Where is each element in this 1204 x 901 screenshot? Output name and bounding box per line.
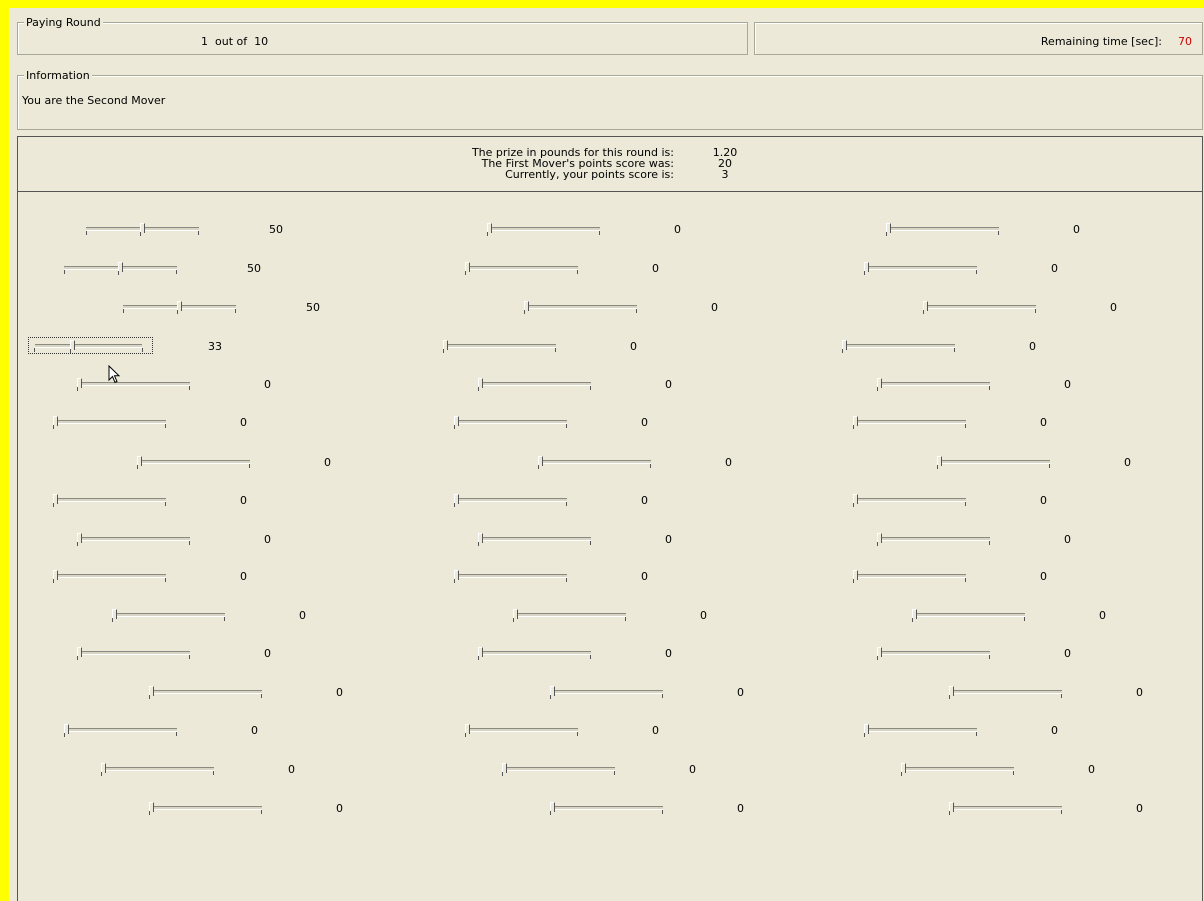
slider-thumb[interactable]	[140, 223, 145, 233]
slider-col3-row8[interactable]	[851, 494, 1091, 510]
slider-col2-row13[interactable]	[548, 686, 788, 702]
slider-thumb[interactable]	[177, 301, 182, 311]
slider-col1-row8[interactable]	[51, 494, 291, 510]
slider-col1-row2[interactable]	[62, 262, 302, 278]
slider-value: 0	[251, 724, 258, 737]
slider-col1-row3[interactable]	[121, 301, 361, 317]
slider-thumb[interactable]	[877, 533, 882, 543]
slider-thumb[interactable]	[53, 416, 58, 426]
slider-thumb[interactable]	[550, 802, 555, 812]
summary-divider	[18, 191, 1202, 192]
slider-thumb[interactable]	[949, 686, 954, 696]
slider-col3-row6[interactable]	[851, 416, 1091, 432]
slider-thumb[interactable]	[864, 724, 869, 734]
slider-col3-row1[interactable]	[884, 223, 1124, 239]
slider-thumb[interactable]	[478, 647, 483, 657]
slider-max-tick	[590, 655, 591, 659]
slider-col3-row4[interactable]	[840, 340, 1080, 356]
slider-max-tick	[599, 231, 600, 235]
slider-max-tick	[976, 732, 977, 736]
slider-value: 0	[336, 802, 343, 815]
slider-thumb[interactable]	[853, 494, 858, 504]
slider-max-tick	[625, 617, 626, 621]
slider-max-tick	[198, 231, 199, 235]
slider-thumb[interactable]	[901, 763, 906, 773]
round-out-of-label: out of	[215, 35, 248, 48]
slider-max-tick	[577, 270, 578, 274]
slider-value: 0	[1099, 609, 1106, 622]
slider-max-tick	[566, 502, 567, 506]
slider-thumb[interactable]	[487, 223, 492, 233]
slider-track[interactable]	[77, 382, 190, 386]
slider-col2-row5[interactable]	[476, 378, 716, 394]
slider-col2-row6[interactable]	[452, 416, 692, 432]
slider-track[interactable]	[465, 266, 578, 270]
slider-thumb[interactable]	[101, 763, 106, 773]
remaining-time-label: Remaining time [sec]:	[1040, 35, 1162, 48]
slider-col3-row15[interactable]	[899, 763, 1139, 779]
slider-value: 0	[665, 533, 672, 546]
slider-value: 0	[641, 570, 648, 583]
slider-col1-row15[interactable]	[99, 763, 339, 779]
slider-col3-row2[interactable]	[862, 262, 1102, 278]
slider-col3-row11[interactable]	[910, 609, 1150, 625]
first-mover-score-label: The First Mover's points score was:	[481, 157, 674, 170]
round-summary	[18, 147, 1202, 192]
slider-value: 0	[1064, 647, 1071, 660]
slider-focus-indicator	[28, 337, 153, 354]
slider-thumb[interactable]	[550, 686, 555, 696]
slider-track[interactable]	[853, 498, 966, 502]
slider-value: 0	[1073, 223, 1080, 236]
slider-value: 0	[1088, 763, 1095, 776]
slider-track[interactable]	[77, 651, 190, 655]
slider-value: 0	[1064, 533, 1071, 546]
slider-track[interactable]	[112, 613, 225, 617]
slider-track[interactable]	[864, 266, 977, 270]
slider-track[interactable]	[550, 690, 663, 694]
slider-col3-row12[interactable]	[875, 647, 1115, 663]
slider-thumb[interactable]	[949, 802, 954, 812]
slider-col3-row7[interactable]	[935, 456, 1175, 472]
slider-track[interactable]	[454, 498, 567, 502]
prize-value: 1.20	[712, 146, 738, 159]
slider-track[interactable]	[53, 574, 166, 578]
slider-value: 0	[652, 262, 659, 275]
slider-thumb[interactable]	[478, 533, 483, 543]
slider-col3-row5[interactable]	[875, 378, 1115, 394]
round-counter	[201, 35, 268, 48]
slider-track[interactable]	[853, 420, 966, 424]
information-legend: Information	[26, 69, 90, 82]
round-current: 1	[201, 35, 208, 48]
slider-max-tick	[176, 270, 177, 274]
slider-track[interactable]	[502, 767, 615, 771]
slider-track[interactable]	[478, 651, 591, 655]
slider-thumb[interactable]	[524, 301, 529, 311]
slider-thumb[interactable]	[53, 570, 58, 580]
slider-col1-row1[interactable]	[84, 223, 324, 239]
slider-value: 0	[1136, 802, 1143, 815]
slider-value: 0	[288, 763, 295, 776]
slider-max-tick	[662, 810, 663, 814]
slider-track[interactable]	[487, 227, 600, 231]
slider-col2-row11[interactable]	[511, 609, 751, 625]
slider-value: 0	[1040, 570, 1047, 583]
slider-col2-row2[interactable]	[463, 262, 703, 278]
slider-max-tick	[165, 424, 166, 428]
slider-track[interactable]	[149, 806, 262, 810]
slider-max-tick	[1061, 694, 1062, 698]
slider-track[interactable]	[912, 613, 1025, 617]
slider-value: 0	[665, 378, 672, 391]
information-text: You are the Second Mover	[22, 94, 166, 107]
slider-track[interactable]	[937, 460, 1050, 464]
slider-max-tick	[224, 617, 225, 621]
slider-value: 0	[299, 609, 306, 622]
slider-value: 0	[737, 686, 744, 699]
slider-track[interactable]	[454, 574, 567, 578]
slider-track[interactable]	[877, 651, 990, 655]
slider-max-tick	[189, 655, 190, 659]
remaining-time-value: 70	[1178, 35, 1192, 48]
slider-col1-row10[interactable]	[51, 570, 291, 586]
slider-thumb[interactable]	[149, 686, 154, 696]
slider-track[interactable]	[842, 344, 955, 348]
slider-min-tick	[86, 231, 87, 235]
slider-max-tick	[165, 578, 166, 582]
slider-track[interactable]	[53, 420, 166, 424]
slider-value: 0	[336, 686, 343, 699]
slider-value: 0	[1136, 686, 1143, 699]
slider-value: 0	[324, 456, 331, 469]
slider-max-tick	[650, 464, 651, 468]
slider-track[interactable]	[886, 227, 999, 231]
slider-thumb[interactable]	[77, 647, 82, 657]
slider-thumb[interactable]	[877, 378, 882, 388]
slider-col3-row10[interactable]	[851, 570, 1091, 586]
slider-max-tick	[976, 270, 977, 274]
information-panel	[17, 69, 1203, 130]
slider-max-tick	[590, 386, 591, 390]
slider-col2-row12[interactable]	[476, 647, 716, 663]
slider-thumb[interactable]	[77, 533, 82, 543]
slider-max-tick	[989, 655, 990, 659]
slider-value: 0	[652, 724, 659, 737]
slider-track[interactable]	[465, 728, 578, 732]
slider-col1-row4[interactable]	[32, 340, 272, 356]
slider-col1-row11[interactable]	[110, 609, 350, 625]
slider-max-tick	[590, 541, 591, 545]
slider-value: 0	[630, 340, 637, 353]
slider-max-tick	[555, 348, 556, 352]
slider-max-tick	[165, 502, 166, 506]
slider-thumb[interactable]	[912, 609, 917, 619]
slider-value: 0	[641, 416, 648, 429]
slider-thumb[interactable]	[112, 609, 117, 619]
slider-max-tick	[261, 694, 262, 698]
slider-value: 50	[269, 223, 283, 236]
slider-track[interactable]	[901, 767, 1014, 771]
slider-value: 0	[665, 647, 672, 660]
slider-value: 0	[264, 378, 271, 391]
slider-thumb[interactable]	[118, 262, 123, 272]
slider-col1-row14[interactable]	[62, 724, 302, 740]
slider-value: 0	[240, 416, 247, 429]
paying-round-panel	[17, 16, 748, 55]
slider-thumb[interactable]	[502, 763, 507, 773]
slider-track[interactable]	[877, 382, 990, 386]
slider-col2-row10[interactable]	[452, 570, 692, 586]
slider-max-tick	[1049, 464, 1050, 468]
slider-max-tick	[1024, 617, 1025, 621]
slider-value: 0	[737, 802, 744, 815]
slider-thumb[interactable]	[149, 802, 154, 812]
slider-max-tick	[1013, 771, 1014, 775]
slider-max-tick	[989, 386, 990, 390]
slider-max-tick	[566, 578, 567, 582]
current-score-value: 3	[721, 168, 729, 181]
slider-col1-row9[interactable]	[75, 533, 315, 549]
slider-max-tick	[614, 771, 615, 775]
slider-thumb[interactable]	[877, 647, 882, 657]
slider-col1-row16[interactable]	[147, 802, 387, 818]
slider-value: 0	[1051, 724, 1058, 737]
slider-max-tick	[636, 309, 637, 313]
slider-max-tick	[566, 424, 567, 428]
slider-col2-row3[interactable]	[522, 301, 762, 317]
slider-thumb[interactable]	[853, 416, 858, 426]
slider-track[interactable]	[64, 728, 177, 732]
slider-value: 0	[240, 570, 247, 583]
slider-thumb[interactable]	[77, 378, 82, 388]
slider-max-tick	[965, 502, 966, 506]
slider-thumb[interactable]	[465, 262, 470, 272]
slider-thumb[interactable]	[513, 609, 518, 619]
slider-col2-row9[interactable]	[476, 533, 716, 549]
slider-max-tick	[965, 578, 966, 582]
slider-col2-row15[interactable]	[500, 763, 740, 779]
slider-value: 0	[641, 494, 648, 507]
slider-value: 0	[240, 494, 247, 507]
slider-track[interactable]	[77, 537, 190, 541]
slider-track[interactable]	[101, 767, 214, 771]
slider-value: 50	[247, 262, 261, 275]
slider-thumb[interactable]	[478, 378, 483, 388]
slider-track[interactable]	[454, 420, 567, 424]
mouse-cursor-icon	[108, 365, 122, 385]
slider-max-tick	[261, 810, 262, 814]
slider-thumb[interactable]	[538, 456, 543, 466]
slider-track[interactable]	[149, 690, 262, 694]
slider-track[interactable]	[478, 537, 591, 541]
slider-thumb[interactable]	[853, 570, 858, 580]
slider-value: 0	[1064, 378, 1071, 391]
slider-thumb[interactable]	[137, 456, 142, 466]
slider-track[interactable]	[923, 305, 1036, 309]
slider-max-tick	[965, 424, 966, 428]
slider-thumb[interactable]	[454, 570, 459, 580]
slider-col3-row9[interactable]	[875, 533, 1115, 549]
slider-value: 0	[700, 609, 707, 622]
slider-value: 0	[1124, 456, 1131, 469]
slider-max-tick	[1061, 810, 1062, 814]
slider-col1-row13[interactable]	[147, 686, 387, 702]
slider-track[interactable]	[877, 537, 990, 541]
slider-track[interactable]	[524, 305, 637, 309]
slider-value: 0	[1051, 262, 1058, 275]
slider-thumb[interactable]	[937, 456, 942, 466]
slider-max-tick	[662, 694, 663, 698]
slider-col3-row14[interactable]	[862, 724, 1102, 740]
slider-col2-row16[interactable]	[548, 802, 788, 818]
slider-thumb[interactable]	[454, 494, 459, 504]
slider-thumb[interactable]	[465, 724, 470, 734]
slider-col3-row16[interactable]	[947, 802, 1187, 818]
slider-max-tick	[954, 348, 955, 352]
slider-track[interactable]	[478, 382, 591, 386]
slider-track[interactable]	[137, 460, 250, 464]
slider-col2-row1[interactable]	[485, 223, 725, 239]
slider-value: 0	[1029, 340, 1036, 353]
application-window	[9, 8, 1204, 901]
decision-panel	[17, 136, 1203, 901]
slider-max-tick	[998, 231, 999, 235]
paying-round-legend: Paying Round	[26, 16, 101, 29]
slider-thumb[interactable]	[864, 262, 869, 272]
slider-max-tick	[213, 771, 214, 775]
slider-col2-row14[interactable]	[463, 724, 703, 740]
slider-track[interactable]	[538, 460, 651, 464]
slider-min-tick	[64, 270, 65, 274]
slider-col2-row7[interactable]	[536, 456, 776, 472]
slider-col1-row6[interactable]	[51, 416, 291, 432]
slider-thumb[interactable]	[443, 340, 448, 350]
slider-thumb[interactable]	[923, 301, 928, 311]
slider-track[interactable]	[443, 344, 556, 348]
slider-max-tick	[989, 541, 990, 545]
slider-thumb[interactable]	[53, 494, 58, 504]
slider-track[interactable]	[949, 806, 1062, 810]
slider-min-tick	[123, 309, 124, 313]
first-mover-score-value: 20	[718, 157, 732, 170]
slider-value: 0	[711, 301, 718, 314]
slider-track[interactable]	[864, 728, 977, 732]
slider-col2-row8[interactable]	[452, 494, 692, 510]
round-total: 10	[254, 35, 269, 48]
slider-thumb[interactable]	[842, 340, 847, 350]
slider-col3-row13[interactable]	[947, 686, 1187, 702]
slider-col2-row4[interactable]	[441, 340, 681, 356]
slider-col1-row12[interactable]	[75, 647, 315, 663]
slider-max-tick	[577, 732, 578, 736]
slider-track[interactable]	[513, 613, 626, 617]
slider-max-tick	[1035, 309, 1036, 313]
slider-max-tick	[235, 309, 236, 313]
slider-value: 0	[674, 223, 681, 236]
slider-thumb[interactable]	[886, 223, 891, 233]
slider-max-tick	[189, 386, 190, 390]
slider-thumb[interactable]	[454, 416, 459, 426]
slider-thumb[interactable]	[64, 724, 69, 734]
slider-value: 33	[208, 340, 222, 353]
slider-value: 0	[264, 533, 271, 546]
remaining-time-panel	[754, 22, 1203, 55]
slider-value: 0	[1110, 301, 1117, 314]
slider-value: 0	[689, 763, 696, 776]
slider-track[interactable]	[53, 498, 166, 502]
slider-value: 0	[264, 647, 271, 660]
slider-col3-row3[interactable]	[921, 301, 1161, 317]
slider-track[interactable]	[949, 690, 1062, 694]
slider-max-tick	[249, 464, 250, 468]
slider-value: 50	[306, 301, 320, 314]
slider-track[interactable]	[550, 806, 663, 810]
slider-track[interactable]	[853, 574, 966, 578]
current-score-label: Currently, your points score is:	[505, 168, 674, 181]
slider-col1-row7[interactable]	[135, 456, 375, 472]
slider-max-tick	[176, 732, 177, 736]
prize-label: The prize in pounds for this round is:	[471, 146, 674, 159]
slider-value: 0	[1040, 416, 1047, 429]
slider-max-tick	[189, 541, 190, 545]
slider-value: 0	[725, 456, 732, 469]
slider-value: 0	[1040, 494, 1047, 507]
